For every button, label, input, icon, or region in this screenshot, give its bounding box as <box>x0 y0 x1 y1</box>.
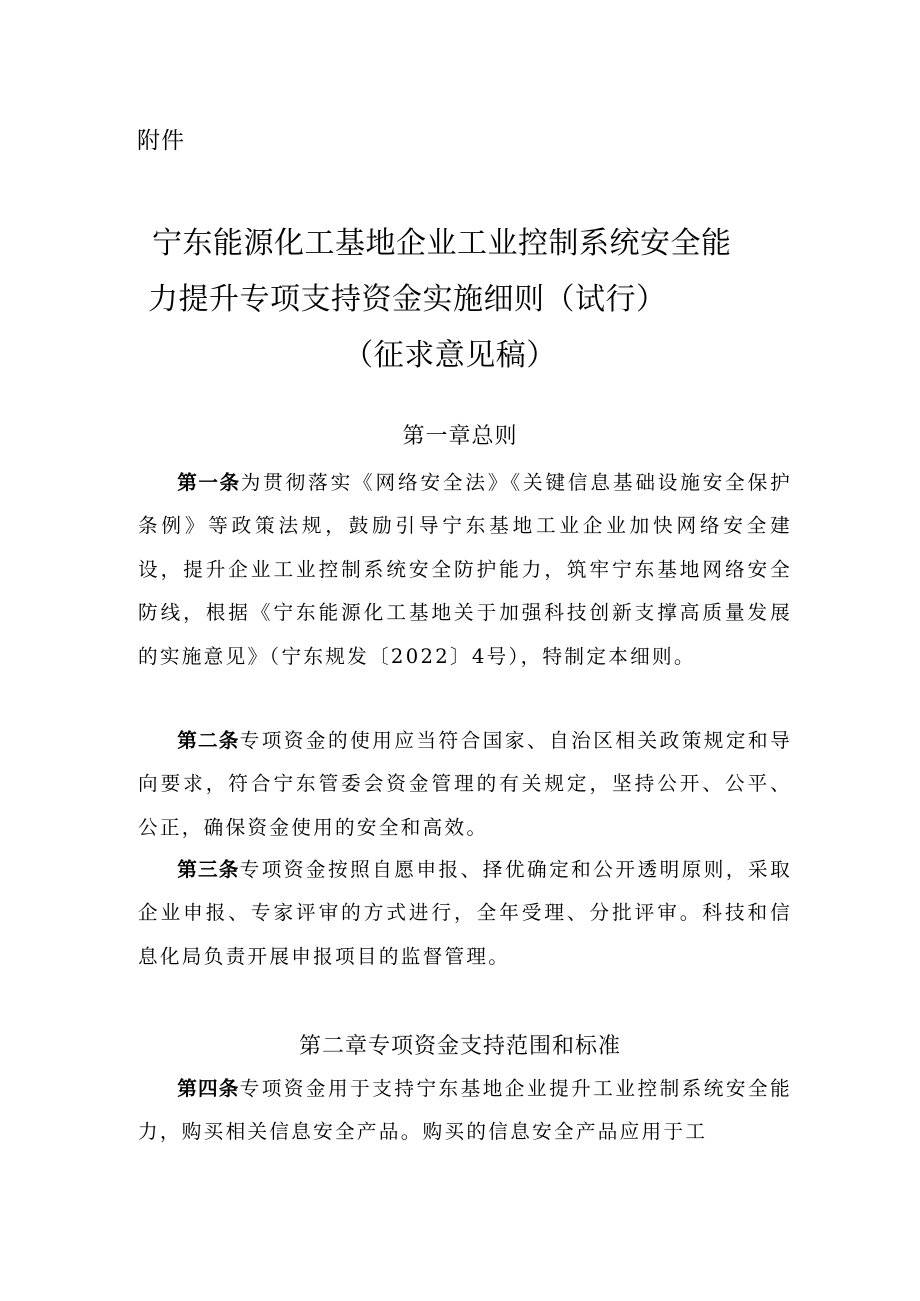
article-3-text: 专项资金按照自愿申报、择优确定和公开透明原则，采取企业申报、专家评审的方式进行，全年受理、分批评审。科技和信息化局负责开展申报项目的监督管理。 <box>138 858 793 968</box>
article-1-text: 为贯彻落实《网络安全法》《关键信息基础设施安全保护条例》等政策法规，鼓励引导宁东基地工业企业加快网络安全建设，提升企业工业控制系统安全防护能力，筑牢宁东基地网络安全防线，根据《宁东能源化工基地关于加强科技创新支撑高质量发展的实施意见》（宁东规发〔2022〕4号），特制定本细则。 <box>138 471 793 668</box>
document-title <box>140 216 800 384</box>
attachment-label: 附件 <box>137 128 185 154</box>
article-4-text: 专项资金用于支持宁东基地企业提升工业控制系统安全能力，购买相关信息安全产品。购买的信息安全产品应用于工 <box>138 1077 793 1144</box>
chapter-heading-2: 第二章专项资金支持范围和标准 <box>298 1034 621 1059</box>
article-2-text: 专项资金的使用应当符合国家、自治区相关政策规定和导向要求，符合宁东管委会资金管理的有关规定，坚持公开、公平、公正，确保资金使用的安全和高效。 <box>138 729 793 839</box>
article-3 <box>138 848 792 978</box>
chapter-heading-1: 第一章总则 <box>402 424 518 449</box>
article-2-label: 第二条 <box>177 729 240 752</box>
article-3-label: 第三条 <box>177 858 240 881</box>
article-4 <box>138 1067 792 1154</box>
title-line-2: 力提升专项支持资金实施细则（试行） <box>148 282 667 317</box>
title-line-3: （征求意见稿） <box>343 338 557 373</box>
article-1-label: 第一条 <box>177 471 241 494</box>
article-1 <box>138 461 792 678</box>
article-2 <box>138 719 792 849</box>
title-line-1: 宁东能源化工基地企业工业控制系统安全能 <box>152 226 732 261</box>
article-4-label: 第四条 <box>177 1077 240 1100</box>
